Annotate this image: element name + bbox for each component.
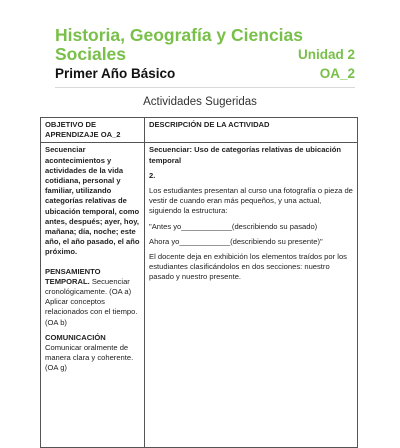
document-header — [55, 25, 355, 81]
table-row — [41, 143, 358, 448]
pensamiento-title: PENSAMIENTO TEMPORAL. — [45, 266, 101, 286]
unit-label: Unidad 2 — [297, 47, 355, 62]
structure-line-before: "Antes yo____________(describiendo su pasado) — [149, 221, 318, 231]
header-divider — [55, 87, 355, 88]
grade-label: Primer Año Básico — [55, 66, 176, 81]
activity-intro: Los estudiantes presentan al curso una fotografía o pieza de vestir de cuando eran más pequeños, y una actual, siguiendo la estructura: — [149, 186, 353, 216]
structure-line-now: Ahora yo____________(describiendo su presente)" — [149, 236, 323, 246]
objective-cell — [41, 143, 145, 448]
activity-title: Secuenciar: Uso de categorías relativas de ubicación temporal — [149, 145, 342, 165]
objective-text: Secuenciar acontecimientos y actividades de la vida cotidiana, personal y familiar, utilizando categorías relativas de ubicación temporal, como antes, después; ayer, hoy, mañana; día, noche; este año, el año pasado, el año próximo. — [45, 145, 140, 257]
oa-label: OA_2 — [319, 66, 355, 81]
description-column-header: DESCRIPCIÓN DE LA ACTIVIDAD — [145, 118, 358, 143]
activity-number: 2. — [149, 170, 156, 180]
objective-column-header: OBJETIVO DE APRENDIZAJE OA_2 — [41, 118, 145, 143]
pensamiento-text: Secuenciar cronológicamente. (OA a) Aplicar conceptos relacionados con el tiempo. (OA b) — [45, 276, 138, 327]
description-cell — [145, 143, 358, 448]
section-title: Actividades Sugeridas — [143, 96, 257, 108]
table-header-row — [41, 118, 358, 143]
subject-title: Historia, Geografía y Ciencias Sociales — [55, 25, 304, 64]
activity-table — [40, 117, 358, 448]
pensamiento-block — [45, 267, 140, 328]
comunicacion-text: Comunicar oralmente de manera clara y coherente. (OA g) — [45, 343, 134, 373]
activity-closing: El docente deja en exhibición los elementos traídos por los estudiantes clasificándolos en dos secciones: nuestro pasado y nuestro presente. — [149, 252, 347, 282]
comunicacion-title: COMUNICACIÓN — [45, 332, 106, 342]
